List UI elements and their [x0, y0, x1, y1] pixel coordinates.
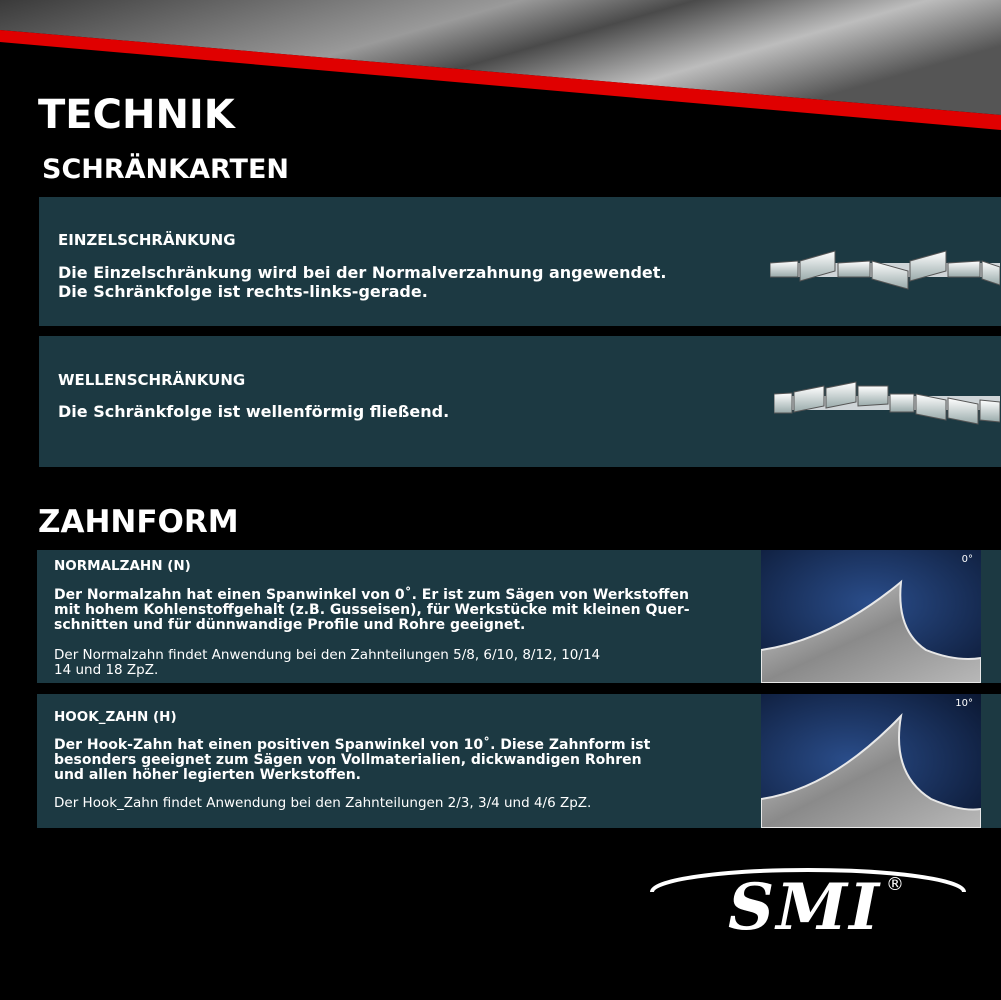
set-panel-wellen: [39, 336, 1001, 467]
angle-label: 10°: [955, 698, 973, 709]
hook-tooth-icon: [761, 694, 981, 828]
set-illustration-icon: [770, 245, 1000, 295]
tooth-text-line: Der Hook-Zahn hat einen positiven Spanwinkel von 10˚. Diese Zahnform ist: [54, 737, 651, 753]
tooth-image: [761, 550, 981, 683]
tooth-text-line: besonders geeignet zum Sägen von Vollmaterialien, dickwandigen Rohren: [54, 752, 642, 768]
set-text-line: Die Einzelschränkung wird bei der Normalverzahnung angewendet.: [58, 263, 667, 282]
tooth-text-line: und allen höher legierten Werkstoffen.: [54, 767, 361, 783]
section-title-set: SCHRÄNKARTEN: [42, 154, 289, 185]
tooth-text-line: Der Hook_Zahn findet Anwendung bei den Zahnteilungen 2/3, 3/4 und 4/6 ZpZ.: [54, 795, 592, 811]
set-text-line: Die Schränkfolge ist wellenförmig fließend.: [58, 402, 450, 421]
angle-label: 0°: [961, 554, 973, 565]
smi-logo: [648, 862, 968, 962]
set-illustration-icon: [774, 378, 1000, 430]
normal-tooth-icon: [761, 550, 981, 683]
tooth-text-line: Der Normalzahn findet Anwendung bei den Zahnteilungen 5/8, 6/10, 8/12, 10/14: [54, 647, 601, 663]
set-panel-einzel: [39, 197, 1001, 326]
tooth-panel-normal: [37, 550, 1001, 683]
tooth-text-line: schnitten und für dünnwandige Profile und Rohre geeignet.: [54, 617, 526, 633]
set-text-line: Die Schränkfolge ist rechts-links-gerade.: [58, 282, 428, 301]
logo-text: SMI: [728, 870, 881, 945]
set-title: EINZELSCHRÄNKUNG: [58, 231, 236, 249]
tooth-title: HOOK_ZAHN (H): [54, 709, 177, 725]
tooth-title: NORMALZAHN (N): [54, 558, 191, 574]
tooth-text-line: 14 und 18 ZpZ.: [54, 662, 159, 678]
set-title: WELLENSCHRÄNKUNG: [58, 371, 246, 389]
tooth-panel-hook: [37, 694, 1001, 828]
registered-mark: ®: [886, 874, 904, 895]
tooth-image: [761, 694, 981, 828]
tooth-text-line: Der Normalzahn hat einen Spanwinkel von 0˚. Er ist zum Sägen von Werkstoffen: [54, 587, 689, 603]
tooth-text-line: mit hohem Kohlenstoffgehalt (z.B. Gusseisen), für Werkstücke mit kleinen Quer-: [54, 602, 690, 618]
page-title: TECHNIK: [38, 92, 235, 138]
section-title-tooth: ZAHNFORM: [38, 504, 239, 540]
